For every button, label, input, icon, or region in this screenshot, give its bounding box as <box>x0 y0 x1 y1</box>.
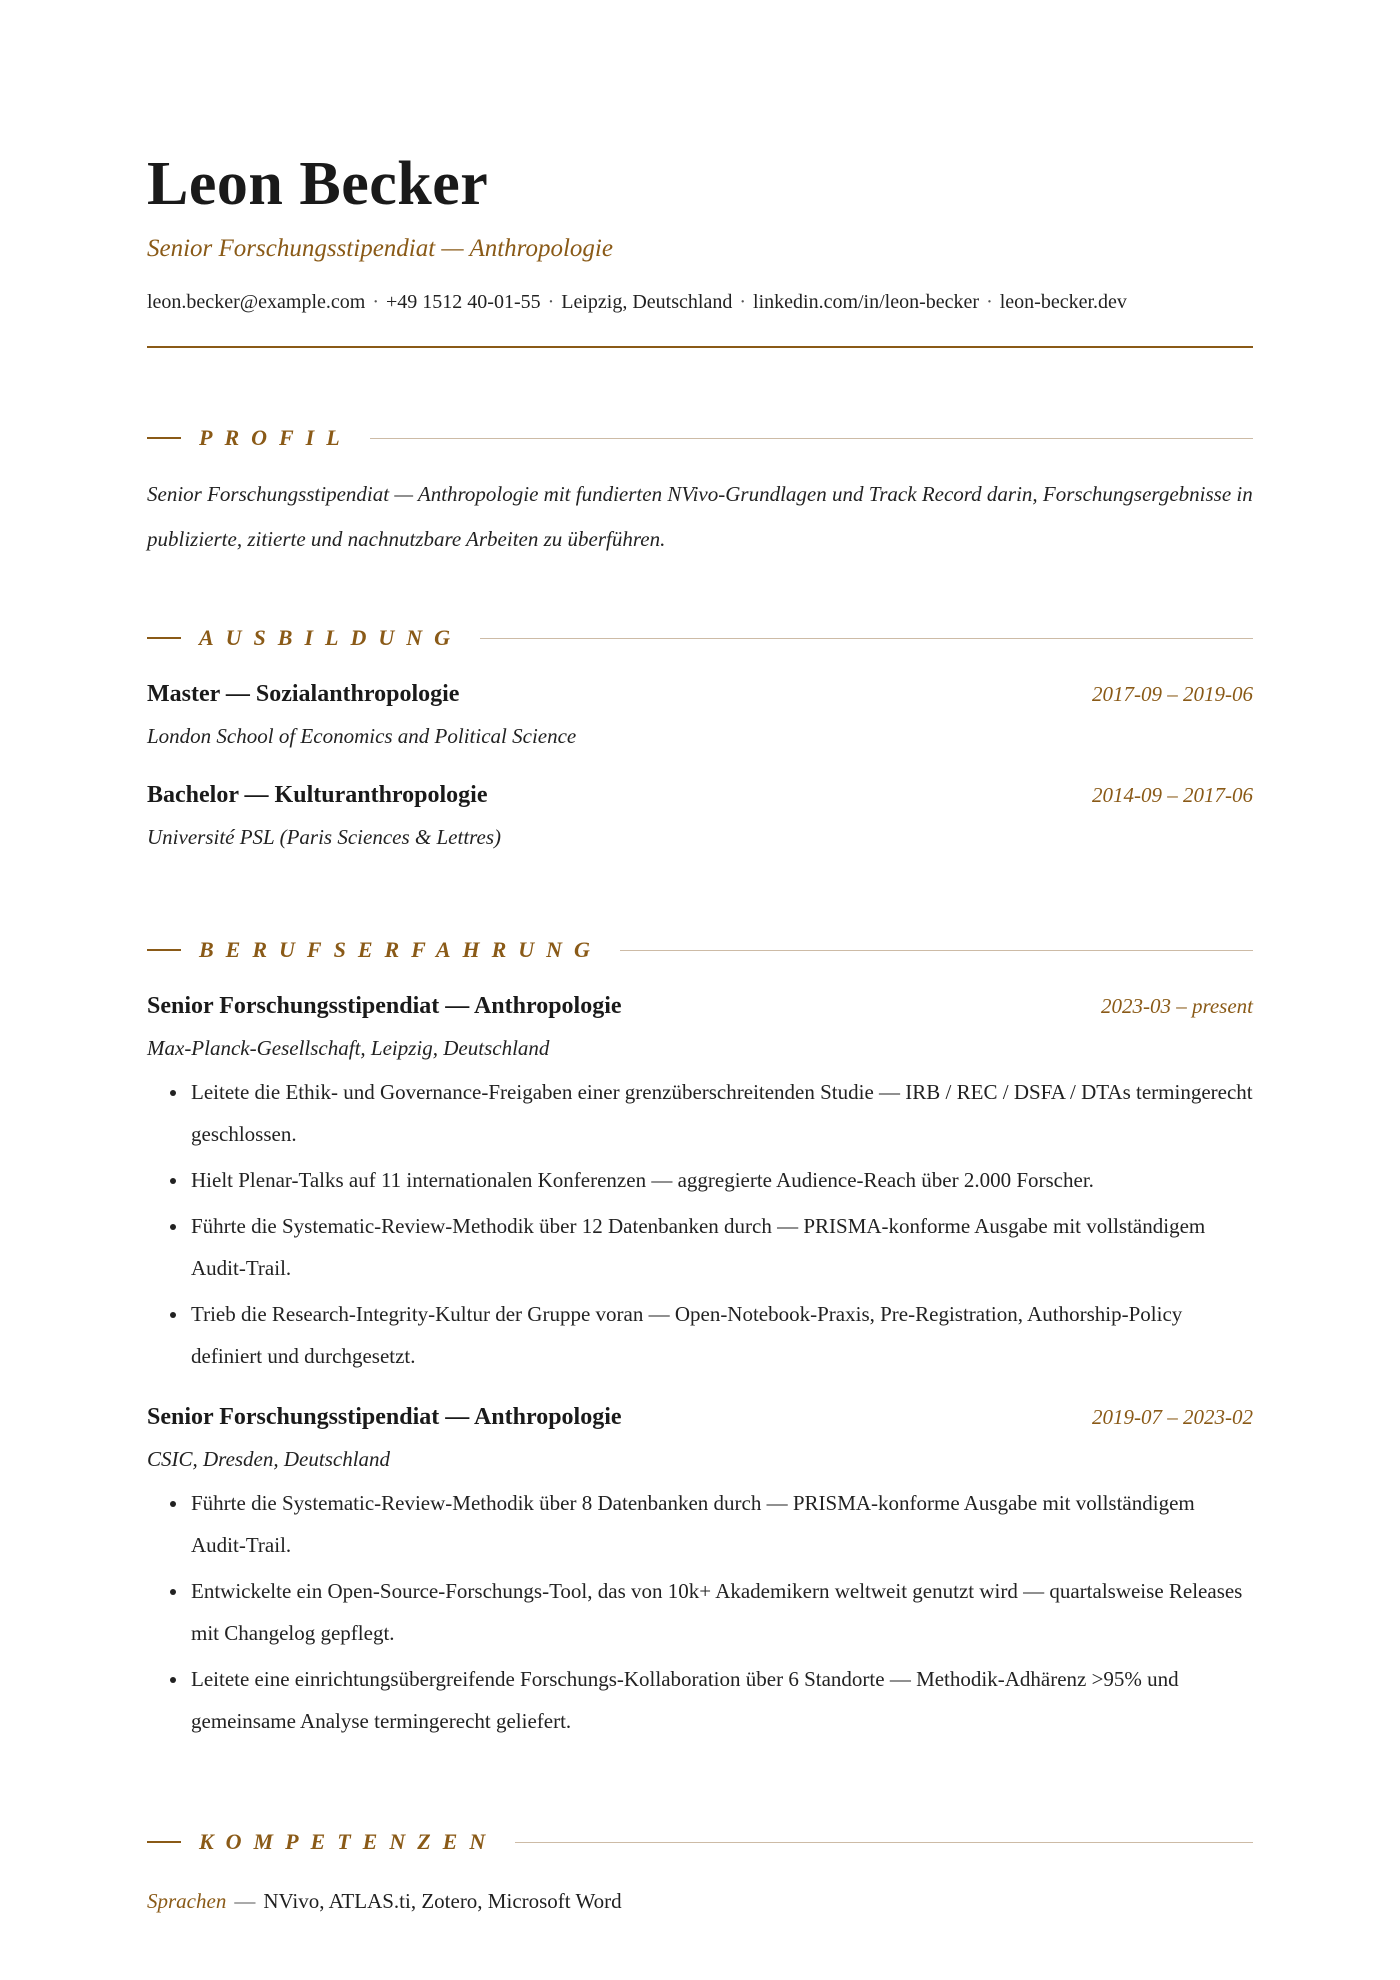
section-title-profile: PROFIL <box>199 425 352 450</box>
achievement-item: • Führte die Systematic-Review-Methodik über 12 Datenbanken durch — PRISMA-konforme Ausgabe mit vollständigem Audit-Trail. <box>189 1205 1253 1289</box>
contact-website[interactable]: leon-becker.dev <box>999 291 1127 313</box>
achievement-list <box>147 1071 1253 1377</box>
heading-rule <box>620 950 1253 951</box>
degree-title: Bachelor — Kulturanthropologie <box>147 782 488 808</box>
section-heading <box>147 418 1253 458</box>
degree-title: Master — Sozialanthropologie <box>147 681 460 707</box>
organization: CSIC, Dresden, Deutschland <box>147 1447 391 1471</box>
heading-rule <box>515 1842 1253 1843</box>
heading-dash <box>147 637 181 639</box>
education-entry <box>147 678 1253 751</box>
education-section <box>147 618 1253 852</box>
achievement-item: • Führte die Systematic-Review-Methodik über 8 Datenbanken durch — PRISMA-konforme Ausgabe mit vollständigem Audit-Trail. <box>189 1482 1253 1566</box>
heading-dash <box>147 437 181 439</box>
date-range: 2023-03 – present <box>1100 994 1253 1018</box>
skill-category: Sprachen <box>147 1889 227 1913</box>
section-heading <box>147 1822 1253 1862</box>
candidate-name: Leon Becker <box>147 150 489 218</box>
contact-separator: · <box>547 291 555 313</box>
entry-header <box>147 779 1253 811</box>
heading-dash <box>147 1841 181 1843</box>
experience-entry <box>147 990 1253 1377</box>
skill-row <box>147 1886 1253 1916</box>
contact-separator: · <box>739 291 747 313</box>
section-title-education: AUSBILDUNG <box>199 625 463 650</box>
heading-dash <box>147 949 181 951</box>
heading-rule <box>480 638 1253 639</box>
header-divider <box>147 346 1253 348</box>
achievement-item: • Leitete eine einrichtungsübergreifende Forschungs-Kollaboration über 6 Standorte — Methodik-Adhärenz >95% und gemeinsame Analyse termingerecht geliefert. <box>189 1658 1253 1742</box>
job-title: Senior Forschungsstipendiat — Anthropologie <box>147 1404 622 1430</box>
contact-phone[interactable]: +49 1512 40-01-55 <box>386 291 541 313</box>
entry-header <box>147 990 1253 1022</box>
section-title-skills: KOMPETENZEN <box>199 1829 498 1854</box>
experience-section <box>147 930 1253 1742</box>
contact-line <box>147 288 1253 316</box>
institution: London School of Economics and Political Science <box>147 724 577 748</box>
section-title-experience: BERUFSERFAHRUNG <box>199 937 602 962</box>
education-entry <box>147 779 1253 852</box>
date-range: 2014-09 – 2017-06 <box>1092 783 1253 807</box>
contact-separator: · <box>986 291 993 313</box>
achievement-item: • Hielt Plenar-Talks auf 11 internationalen Konferenzen — aggregierte Audience-Reach über 2.000 Forscher. <box>189 1159 1253 1201</box>
entry-header <box>147 678 1253 710</box>
resume-header <box>147 146 1253 348</box>
organization: Max-Planck-Gesellschaft, Leipzig, Deutschland <box>147 1036 550 1060</box>
entry-header <box>147 1401 1253 1433</box>
profile-section <box>147 418 1253 562</box>
achievement-list <box>147 1482 1253 1742</box>
job-title: Senior Forschungsstipendiat — Anthropologie <box>147 993 622 1019</box>
heading-rule <box>370 438 1253 439</box>
date-range: 2017-09 – 2019-06 <box>1092 682 1253 706</box>
achievement-item: • Trieb die Research-Integrity-Kultur der Gruppe voran — Open-Notebook-Praxis, Pre-Registration, Authorship-Policy definiert und durchgesetzt. <box>189 1293 1253 1377</box>
institution: Université PSL (Paris Sciences & Lettres) <box>147 825 502 849</box>
section-heading <box>147 618 1253 658</box>
contact-location: Leipzig, Deutschland <box>561 291 733 313</box>
achievement-item: • Entwickelte ein Open-Source-Forschungs-Tool, das von 10k+ Akademikern weltweit genutzt wird — quartalsweise Releases mit Changelog gepflegt. <box>189 1570 1253 1654</box>
date-range: 2019-07 – 2023-02 <box>1092 1405 1253 1429</box>
skill-values: NVivo, ATLAS.ti, Zotero, Microsoft Word <box>263 1889 622 1913</box>
contact-linkedin[interactable]: linkedin.com/in/leon-becker <box>753 291 980 313</box>
achievement-item: • Leitete die Ethik- und Governance-Freigaben einer grenzüberschreitenden Studie — IRB / REC / DSFA / DTAs termingerecht geschlossen. <box>189 1071 1253 1155</box>
section-heading <box>147 930 1253 970</box>
experience-entry <box>147 1401 1253 1742</box>
contact-separator: · <box>372 291 379 313</box>
headline: Senior Forschungsstipendiat — Anthropologie <box>147 235 613 262</box>
skills-section <box>147 1822 1253 1916</box>
profile-text: Senior Forschungsstipendiat — Anthropologie mit fundierten NVivo-Grundlagen und Track Record darin, Forschungsergebnisse in publizierte, zitierte und nachnutzbare Arbeiten zu überführen. <box>147 482 1253 551</box>
contact-email[interactable]: leon.becker@example.com <box>147 291 366 313</box>
skill-dash: — <box>234 1889 256 1913</box>
